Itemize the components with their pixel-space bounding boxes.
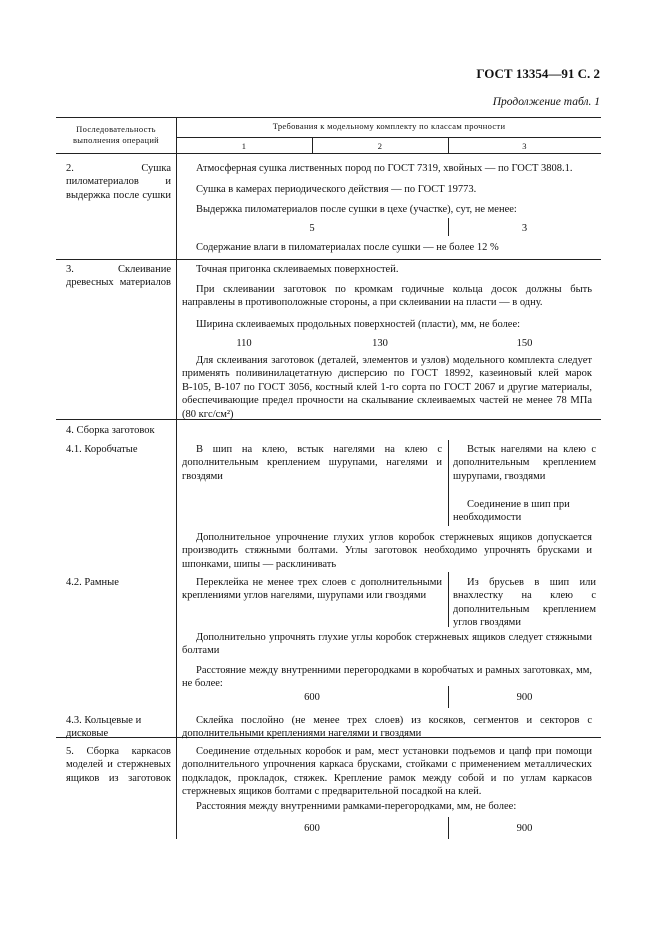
row-5-label: 5. Сборка каркасов моделей и стержневых ящиков из заготовок <box>66 746 171 784</box>
row-4-2-value: 600 <box>304 692 320 703</box>
row-3-text: Для склеивания заготовок (деталей, элементов и узлов) модельного комплекта следует применять поливинилацетатную дисперсию по ГОСТ 18992, казеиновый клей марок В-105, В-107 по ГОСТ 3056, костный клей 1-го сорта по ГОСТ 2067 и другие материалы, обеспечивающие предел прочности на скалывание склеиваемых частей не менее 78 МПа (80 кгс/см²) <box>182 355 592 420</box>
row-4-2-text: Дополнительно упрочнять глухие углы коробок стержневых ящиков следует стяжными болтами <box>182 632 592 657</box>
row-2-text: Атмосферная сушка лиственных пород по ГОСТ 7319, хвойных — по ГОСТ 3808.1. <box>196 163 573 174</box>
row-4-2-text: Переклейка не менее трех слоев с дополнительными креплениями углов нагелями, шурупами или гвоздями <box>182 577 442 602</box>
row-2-value: 3 <box>521 223 528 234</box>
row-4-1-text: В шип на клею, встык нагелями на клею с дополнительным креплением шурупами, нагелями и гвоздями <box>182 444 442 482</box>
header-class-1: 1 <box>241 141 247 151</box>
row-4-1-label: 4.1. Коробчатые <box>66 444 138 455</box>
header-class-3: 3 <box>522 141 527 151</box>
row-2-text: Сушка в камерах периодического действия — по ГОСТ 19773. <box>196 184 477 195</box>
row-4-1-text: Соединение в шип при необходимости <box>453 499 570 524</box>
row-4-3-text: Склейка послойно (не менее трех слоев) из косяков, сегментов и секторов с дополнительными креплениями нагелями и гвоздями <box>182 715 592 740</box>
header-sub-border <box>176 137 601 138</box>
row-separator <box>56 259 601 260</box>
row-3-label: 3. Склеивание древесных материалов <box>66 264 171 289</box>
row-3-text: Точная пригонка склеиваемых поверхностей. <box>196 264 399 275</box>
class-divider <box>448 572 449 627</box>
row-4-1-text: Дополнительное упрочнение глухих углов коробок стержневых ящиков допускается производить стяжными болтами. Углы заготовок необходимо упрочнять брусками и шпонками, шипы — расклинивать <box>182 532 592 570</box>
row-4-3-label: 4.3. Кольцевые и дисковые <box>66 715 142 740</box>
row-3-value: 150 <box>516 338 533 349</box>
header-class-2: 2 <box>377 141 383 151</box>
page-title: ГОСТ 13354—91 С. 2 <box>476 66 600 81</box>
row-4-label: 4. Сборка заготовок <box>66 425 155 436</box>
row-4-1-text: Встык нагелями на клею с дополнительным креплением шурупами, гвоздями <box>453 444 596 482</box>
header-bottom-border <box>56 153 601 154</box>
row-2-text: Выдержка пиломатериалов после сушки в цехе (участке), сут, не менее: <box>196 204 517 215</box>
row-2-label: 2. Сушка пиломатериалов и выдержка после сушки <box>66 163 171 201</box>
table-continuation-label: Продолжение табл. 1 <box>492 96 600 108</box>
table-top-border <box>56 117 601 118</box>
row-4-2-text: Расстояние между внутренними перегородками в коробчатых и рамных заготовках, мм, не более: <box>182 665 592 690</box>
row-4-2-label: 4.2. Рамные <box>66 577 119 588</box>
header-requirements: Требования к модельному комплекту по классам прочности <box>272 121 506 131</box>
row-4-2-value: 900 <box>516 692 533 703</box>
row-5-text: Соединение отдельных коробок и рам, мест установки подъемов и цапф при помощи дополнительного упрочнения каркаса брусками, стойками с применением металлических подкладок, прокладок, стяжек. Крепление рамок между собой и по углам каркасов стержневых ящиков болтами с предварительной посадкой на клей. <box>182 746 592 798</box>
row-3-value: 110 <box>236 338 252 349</box>
row-3-text: Ширина склеиваемых продольных поверхностей (пласти), мм, не более: <box>196 319 521 330</box>
row-5-text: Расстояния между внутренними рамками-перегородками, мм, не более: <box>196 801 517 812</box>
row-5-value: 600 <box>304 823 320 834</box>
row-3-text: При склеивании заготовок по кромкам годичные кольца досок должны быть направлены в противоположные стороны, а при склеивании на пласти — в одну. <box>182 284 592 309</box>
class-divider <box>448 440 449 526</box>
row-5-value: 900 <box>516 823 533 834</box>
row-3-value: 130 <box>372 338 388 349</box>
header-operations: Последовательность выполнения операций <box>72 124 160 145</box>
row-2-text: Содержание влаги в пиломатериалах после сушки — не более 12 % <box>196 242 499 253</box>
row-4-2-text: Из брусьев в шип или внахлестку на клею с дополнительным креплением углов гвоздями <box>453 577 596 629</box>
row-2-value: 5 <box>309 223 315 234</box>
